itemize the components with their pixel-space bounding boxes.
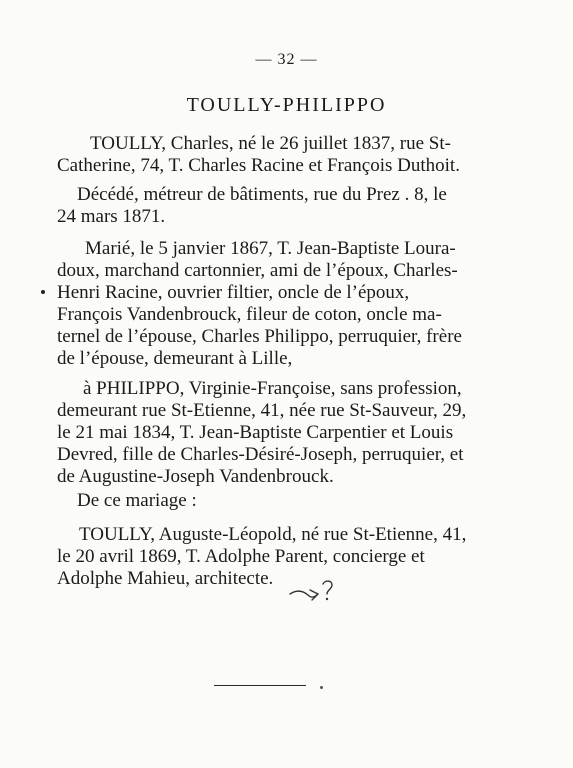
text-line: le 20 avril 1869, T. Adolphe Parent, concierge et (57, 546, 425, 567)
text-line: Adolphe Mahieu, architecte. (57, 568, 274, 589)
page-title: TOULLY-PHILIPPO (186, 94, 387, 116)
text-line: demeurant rue St-Etienne, 41, née rue St-Sauveur, 29, (57, 400, 467, 421)
marriage-paragraph (57, 238, 497, 370)
text-line: de Augustine-Joseph Vandenbrouck. (57, 466, 334, 487)
text-line: ternel de l’épouse, Charles Philippo, perruquier, frère (57, 326, 462, 347)
text-line: de l’épouse, demeurant à Lille, (57, 348, 293, 369)
text-line: le 21 mai 1834, T. Jean-Baptiste Carpentier et Louis (57, 422, 454, 443)
text-line: à PHILIPPO, Virginie-Françoise, sans profession, (83, 378, 462, 399)
handwritten-arrow-question-annotation (288, 578, 338, 606)
text-line: 24 mars 1871. (57, 206, 166, 227)
birth-paragraph (57, 133, 497, 177)
text-line: François Vandenbrouck, fileur de coton, oncle ma- (57, 304, 442, 325)
text-line: De ce mariage : (77, 490, 197, 511)
stray-dot (320, 686, 323, 689)
page-number: — 32 — (255, 51, 318, 68)
death-paragraph (57, 184, 497, 228)
text-line: Henri Racine, ouvrier filtier, oncle de l’époux, (57, 282, 410, 303)
child-paragraph (57, 524, 497, 590)
text-line: TOULLY, Charles, né le 26 juillet 1837, rue St- (90, 133, 451, 154)
children-heading (57, 490, 497, 512)
text-line: Devred, fille de Charles-Désiré-Joseph, perruquier, et (57, 444, 464, 465)
end-rule (214, 685, 306, 686)
margin-mark (41, 290, 45, 294)
text-line: Marié, le 5 janvier 1867, T. Jean-Baptiste Loura- (85, 238, 456, 259)
text-line: doux, marchand cartonnier, ami de l’époux, Charles- (57, 260, 458, 281)
text-line: TOULLY, Auguste-Léopold, né rue St-Etienne, 41, (79, 524, 467, 545)
text-line: Catherine, 74, T. Charles Racine et François Duthoit. (57, 155, 460, 176)
spouse-paragraph (57, 378, 497, 488)
text-line: Décédé, métreur de bâtiments, rue du Prez . 8, le (77, 184, 447, 205)
